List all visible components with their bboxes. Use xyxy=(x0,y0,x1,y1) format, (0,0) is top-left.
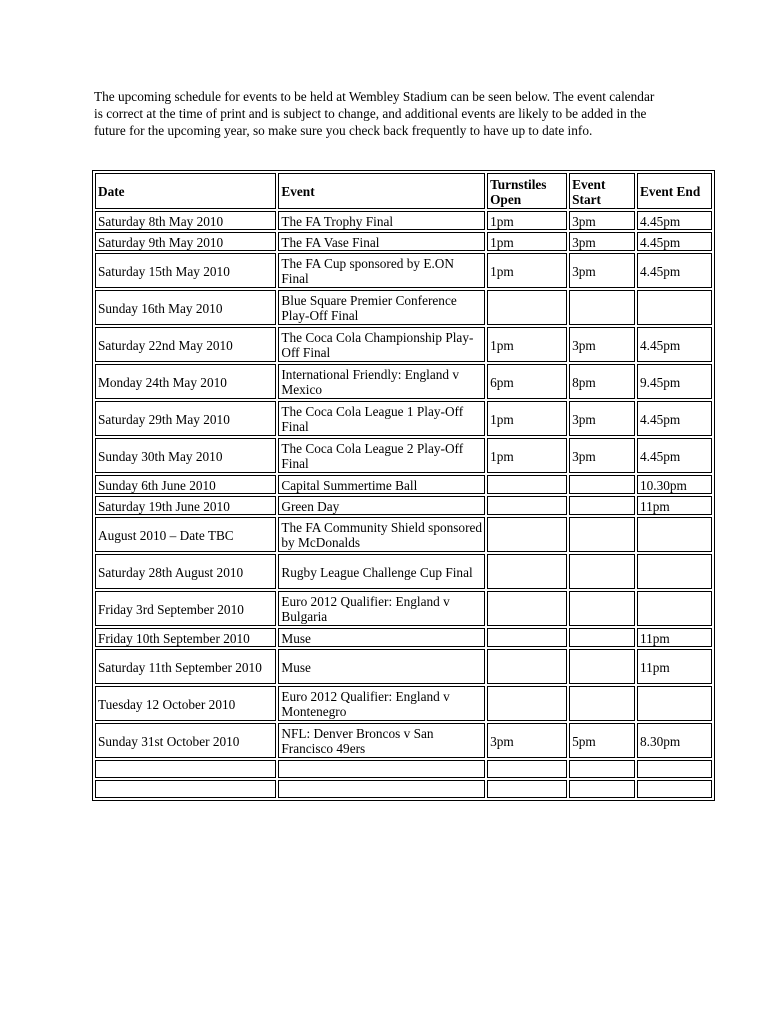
cell-event-start: 8pm xyxy=(569,364,635,399)
header-event-end: Event End xyxy=(637,173,712,209)
cell-turnstiles-open: 1pm xyxy=(487,401,567,436)
table-row xyxy=(95,232,712,251)
cell-event-end xyxy=(637,760,712,778)
cell-event-end: 4.45pm xyxy=(637,327,712,362)
cell-date: August 2010 – Date TBC xyxy=(95,517,276,552)
cell-event: The Coca Cola League 2 Play-Off Final xyxy=(278,438,485,473)
cell-date: Tuesday 12 October 2010 xyxy=(95,686,276,721)
cell-turnstiles-open xyxy=(487,554,567,589)
cell-turnstiles-open: 6pm xyxy=(487,364,567,399)
table-row xyxy=(95,591,712,626)
table-row xyxy=(95,327,712,362)
table-row xyxy=(95,401,712,436)
cell-event: Muse xyxy=(278,649,485,684)
cell-event-end: 4.45pm xyxy=(637,211,712,230)
table-row xyxy=(95,496,712,515)
cell-turnstiles-open xyxy=(487,517,567,552)
cell-event-start xyxy=(569,760,635,778)
table-row xyxy=(95,290,712,325)
cell-event-end: 8.30pm xyxy=(637,723,712,758)
header-turnstiles-open: Turnstiles Open xyxy=(487,173,567,209)
cell-turnstiles-open xyxy=(487,290,567,325)
cell-event-end xyxy=(637,686,712,721)
cell-event-end: 4.45pm xyxy=(637,401,712,436)
cell-event-start: 3pm xyxy=(569,232,635,251)
table-row-empty xyxy=(95,760,712,778)
cell-event: The FA Community Shield sponsored by McDonalds xyxy=(278,517,485,552)
cell-turnstiles-open xyxy=(487,760,567,778)
cell-event-end: 11pm xyxy=(637,496,712,515)
cell-turnstiles-open xyxy=(487,649,567,684)
cell-date xyxy=(95,760,276,778)
table-row xyxy=(95,253,712,288)
cell-event-end: 4.45pm xyxy=(637,438,712,473)
cell-turnstiles-open: 1pm xyxy=(487,438,567,473)
cell-date: Saturday 29th May 2010 xyxy=(95,401,276,436)
cell-event-end xyxy=(637,517,712,552)
cell-event: The Coca Cola League 1 Play-Off Final xyxy=(278,401,485,436)
cell-event-end xyxy=(637,554,712,589)
intro-paragraph: The upcoming schedule for events to be held at Wembley Stadium can be seen below. The event calendar is correct at the time of print and is subject to change, and additional events are likely to be added in the future for the upcoming year, so make sure you check back frequently to have up to date info. xyxy=(94,89,655,138)
cell-event: The Coca Cola Championship Play-Off Final xyxy=(278,327,485,362)
cell-turnstiles-open xyxy=(487,780,567,798)
cell-event-start xyxy=(569,686,635,721)
cell-event-end: 9.45pm xyxy=(637,364,712,399)
cell-date: Saturday 28th August 2010 xyxy=(95,554,276,589)
cell-event-start xyxy=(569,649,635,684)
header-date: Date xyxy=(95,173,276,209)
cell-date xyxy=(95,780,276,798)
cell-event: Euro 2012 Qualifier: England v Montenegro xyxy=(278,686,485,721)
cell-event-start: 3pm xyxy=(569,253,635,288)
cell-event: Rugby League Challenge Cup Final xyxy=(278,554,485,589)
cell-event-start xyxy=(569,591,635,626)
cell-event: International Friendly: England v Mexico xyxy=(278,364,485,399)
cell-turnstiles-open: 1pm xyxy=(487,211,567,230)
cell-turnstiles-open: 1pm xyxy=(487,253,567,288)
cell-turnstiles-open xyxy=(487,591,567,626)
cell-event: Capital Summertime Ball xyxy=(278,475,485,494)
header-event: Event xyxy=(278,173,485,209)
events-table xyxy=(92,170,715,801)
cell-event: Green Day xyxy=(278,496,485,515)
cell-date: Saturday 15th May 2010 xyxy=(95,253,276,288)
table-row xyxy=(95,628,712,647)
cell-turnstiles-open: 3pm xyxy=(487,723,567,758)
cell-date: Friday 3rd September 2010 xyxy=(95,591,276,626)
cell-date: Sunday 16th May 2010 xyxy=(95,290,276,325)
header-event-start: Event Start xyxy=(569,173,635,209)
cell-date: Monday 24th May 2010 xyxy=(95,364,276,399)
cell-date: Saturday 8th May 2010 xyxy=(95,211,276,230)
table-row xyxy=(95,475,712,494)
cell-event-end: 11pm xyxy=(637,628,712,647)
cell-turnstiles-open: 1pm xyxy=(487,232,567,251)
cell-event: NFL: Denver Broncos v San Francisco 49ers xyxy=(278,723,485,758)
cell-event-end xyxy=(637,290,712,325)
cell-event: Euro 2012 Qualifier: England v Bulgaria xyxy=(278,591,485,626)
cell-event-end xyxy=(637,591,712,626)
cell-date: Sunday 6th June 2010 xyxy=(95,475,276,494)
cell-event: The FA Vase Final xyxy=(278,232,485,251)
cell-event xyxy=(278,780,485,798)
table-row xyxy=(95,438,712,473)
cell-event-start xyxy=(569,496,635,515)
cell-event-start: 3pm xyxy=(569,211,635,230)
table-row xyxy=(95,211,712,230)
table-row xyxy=(95,517,712,552)
cell-event-end: 4.45pm xyxy=(637,232,712,251)
cell-event: The FA Cup sponsored by E.ON Final xyxy=(278,253,485,288)
cell-turnstiles-open: 1pm xyxy=(487,327,567,362)
cell-event-start xyxy=(569,628,635,647)
cell-event xyxy=(278,760,485,778)
cell-event-start: 5pm xyxy=(569,723,635,758)
cell-event-start: 3pm xyxy=(569,401,635,436)
cell-event-start: 3pm xyxy=(569,438,635,473)
cell-event-end: 4.45pm xyxy=(637,253,712,288)
table-row xyxy=(95,554,712,589)
cell-date: Sunday 30th May 2010 xyxy=(95,438,276,473)
cell-event-end: 10.30pm xyxy=(637,475,712,494)
cell-event: Muse xyxy=(278,628,485,647)
cell-event-start xyxy=(569,290,635,325)
cell-event-end: 11pm xyxy=(637,649,712,684)
table-header-row xyxy=(95,173,712,209)
cell-event-start xyxy=(569,554,635,589)
cell-event-end xyxy=(637,780,712,798)
cell-turnstiles-open xyxy=(487,686,567,721)
table-row xyxy=(95,723,712,758)
cell-date: Friday 10th September 2010 xyxy=(95,628,276,647)
cell-event-start xyxy=(569,475,635,494)
cell-date: Sunday 31st October 2010 xyxy=(95,723,276,758)
cell-date: Saturday 19th June 2010 xyxy=(95,496,276,515)
cell-event-start xyxy=(569,517,635,552)
cell-date: Saturday 22nd May 2010 xyxy=(95,327,276,362)
cell-turnstiles-open xyxy=(487,496,567,515)
table-row-empty xyxy=(95,780,712,798)
table-row xyxy=(95,649,712,684)
cell-turnstiles-open xyxy=(487,628,567,647)
cell-date: Saturday 9th May 2010 xyxy=(95,232,276,251)
cell-date: Saturday 11th September 2010 xyxy=(95,649,276,684)
table-row xyxy=(95,686,712,721)
cell-turnstiles-open xyxy=(487,475,567,494)
cell-event-start: 3pm xyxy=(569,327,635,362)
cell-event-start xyxy=(569,780,635,798)
table-row xyxy=(95,364,712,399)
cell-event: The FA Trophy Final xyxy=(278,211,485,230)
cell-event: Blue Square Premier Conference Play-Off Final xyxy=(278,290,485,325)
